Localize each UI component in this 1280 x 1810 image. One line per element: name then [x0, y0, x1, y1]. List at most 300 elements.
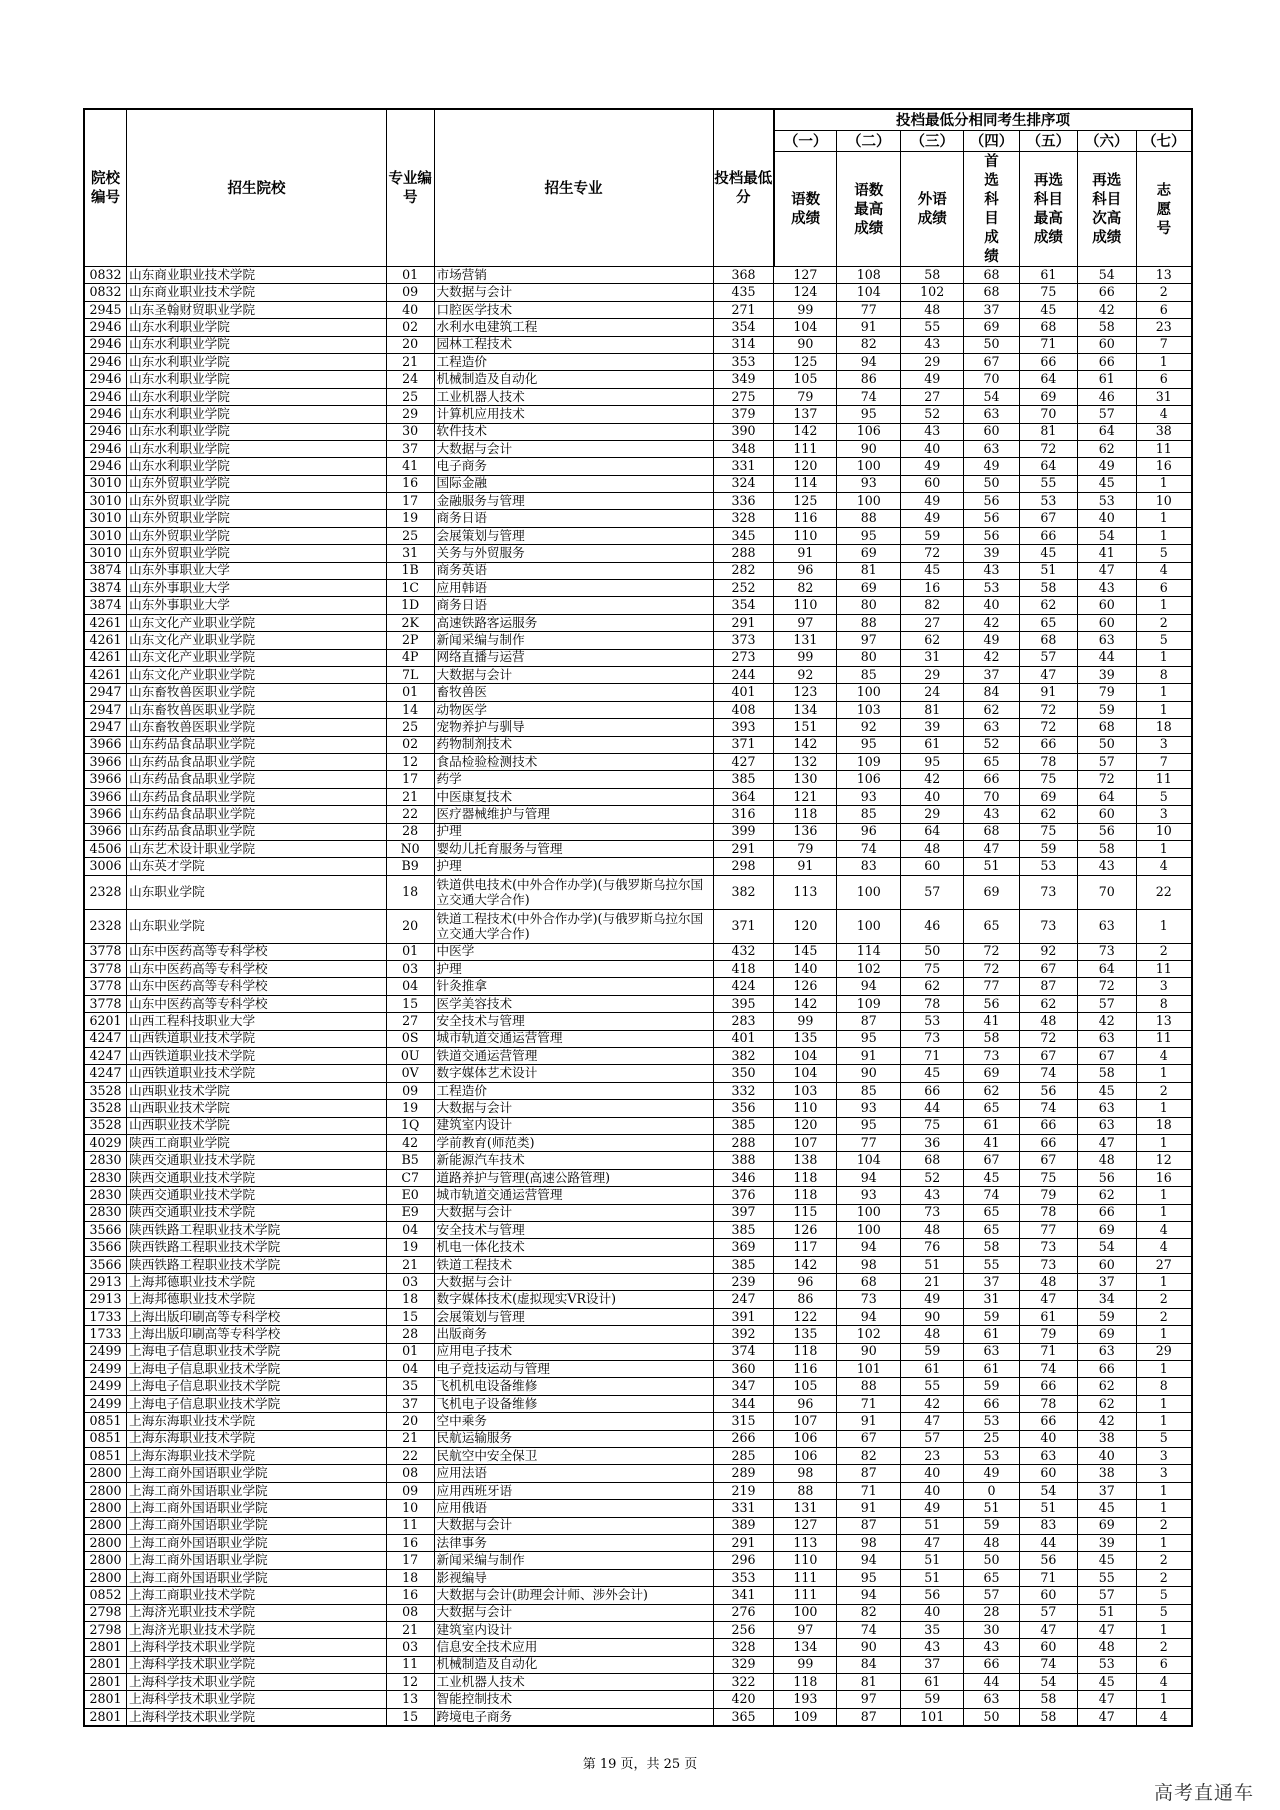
cell-second-subject-max: 61: [1019, 267, 1077, 284]
cell-foreign-language-score: 60: [901, 475, 964, 492]
cell-preference-number: 11: [1136, 961, 1192, 978]
cell-first-subject-score: 25: [964, 1430, 1020, 1447]
cell-chinese-math-score: 114: [774, 475, 837, 492]
cell-school-name: 上海出版印刷高等专科学校: [127, 1308, 387, 1325]
cell-major-name: 铁道交通运营管理: [434, 1048, 713, 1065]
cell-school-code: 3966: [84, 753, 127, 770]
cell-school-code: 2798: [84, 1604, 127, 1621]
cell-major-name: 安全技术与管理: [434, 1013, 713, 1030]
cell-second-subject-max: 58: [1019, 1708, 1077, 1726]
cell-second-subject-max: 51: [1019, 1500, 1077, 1517]
cell-second-subject-next: 63: [1077, 1343, 1136, 1360]
table-row: [84, 666, 1192, 683]
cell-preference-number: 4: [1136, 1708, 1192, 1726]
cell-school-code: 2947: [84, 701, 127, 718]
cell-major-code: 01: [386, 1343, 434, 1360]
cell-second-subject-next: 63: [1077, 1030, 1136, 1047]
cell-school-code: 3010: [84, 510, 127, 527]
cell-school-code: 3010: [84, 493, 127, 510]
cell-first-subject-score: 67: [964, 1152, 1020, 1169]
cell-foreign-language-score: 39: [901, 719, 964, 736]
table-row: [84, 353, 1192, 370]
cell-major-name: 计算机应用技术: [434, 406, 713, 423]
cell-major-code: 19: [386, 510, 434, 527]
cell-school-name: 陕西交通职业技术学院: [127, 1187, 387, 1204]
cell-major-name: 药物制剂技术: [434, 736, 713, 753]
cell-min-score: 354: [713, 319, 774, 336]
cell-preference-number: 11: [1136, 771, 1192, 788]
table-row: [84, 632, 1192, 649]
cell-first-subject-score: 60: [964, 423, 1020, 440]
cell-second-subject-max: 87: [1019, 978, 1077, 995]
cell-second-subject-next: 42: [1077, 1013, 1136, 1030]
cell-school-code: 3778: [84, 995, 127, 1012]
cell-second-subject-max: 64: [1019, 371, 1077, 388]
admission-score-table: [83, 108, 1193, 1727]
cell-school-name: 上海电子信息职业技术学院: [127, 1378, 387, 1395]
cell-chinese-math-max: 74: [837, 388, 901, 405]
cell-min-score: 399: [713, 823, 774, 840]
cell-first-subject-score: 66: [964, 771, 1020, 788]
table-row: [84, 1465, 1192, 1482]
cell-second-subject-next: 66: [1077, 353, 1136, 370]
table-row: [84, 1569, 1192, 1586]
cell-major-code: 16: [386, 1534, 434, 1551]
cell-major-code: 0S: [386, 1030, 434, 1047]
cell-chinese-math-max: 71: [837, 1395, 901, 1412]
cell-second-subject-next: 57: [1077, 753, 1136, 770]
cell-school-name: 山东文化产业职业学院: [127, 614, 387, 631]
cell-second-subject-max: 54: [1019, 1482, 1077, 1499]
cell-major-name: 动物医学: [434, 701, 713, 718]
table-row: [84, 336, 1192, 353]
cell-chinese-math-max: 100: [837, 493, 901, 510]
cell-first-subject-score: 67: [964, 353, 1020, 370]
cell-chinese-math-score: 104: [774, 1065, 837, 1082]
cell-preference-number: 3: [1136, 806, 1192, 823]
cell-foreign-language-score: 29: [901, 353, 964, 370]
cell-school-name: 上海工商外国语职业学院: [127, 1552, 387, 1569]
cell-major-code: 1B: [386, 562, 434, 579]
cell-major-code: 0V: [386, 1065, 434, 1082]
cell-foreign-language-score: 51: [901, 1552, 964, 1569]
cell-second-subject-next: 62: [1077, 1395, 1136, 1412]
cell-foreign-language-score: 40: [901, 788, 964, 805]
admission-score-table-sheet: [83, 108, 1193, 1727]
cell-first-subject-score: 65: [964, 1221, 1020, 1238]
cell-major-name: 建筑室内设计: [434, 1117, 713, 1134]
cell-major-code: 15: [386, 1708, 434, 1726]
cell-chinese-math-score: 98: [774, 1465, 837, 1482]
cell-foreign-language-score: 61: [901, 736, 964, 753]
table-row: [84, 423, 1192, 440]
cell-school-code: 2947: [84, 719, 127, 736]
cell-chinese-math-score: 99: [774, 1656, 837, 1673]
cell-foreign-language-score: 52: [901, 406, 964, 423]
cell-second-subject-next: 50: [1077, 736, 1136, 753]
cell-school-name: 山东水利职业学院: [127, 371, 387, 388]
cell-min-score: 364: [713, 788, 774, 805]
cell-preference-number: 18: [1136, 1117, 1192, 1134]
cell-first-subject-score: 65: [964, 1100, 1020, 1117]
table-row: [84, 736, 1192, 753]
cell-second-subject-max: 53: [1019, 493, 1077, 510]
cell-foreign-language-score: 81: [901, 701, 964, 718]
cell-second-subject-max: 66: [1019, 353, 1077, 370]
cell-second-subject-next: 51: [1077, 1604, 1136, 1621]
cell-chinese-math-score: 92: [774, 666, 837, 683]
cell-school-code: 2946: [84, 458, 127, 475]
cell-foreign-language-score: 16: [901, 580, 964, 597]
cell-preference-number: 1: [1136, 1413, 1192, 1430]
cell-second-subject-next: 43: [1077, 580, 1136, 597]
cell-first-subject-score: 51: [964, 858, 1020, 875]
cell-chinese-math-score: 113: [774, 1534, 837, 1551]
cell-first-subject-score: 45: [964, 1169, 1020, 1186]
cell-first-subject-score: 59: [964, 1517, 1020, 1534]
cell-school-name: 山东药品食品职业学院: [127, 736, 387, 753]
cell-chinese-math-score: 127: [774, 267, 837, 284]
cell-second-subject-next: 60: [1077, 806, 1136, 823]
cell-school-code: 4247: [84, 1048, 127, 1065]
cell-major-code: 28: [386, 823, 434, 840]
cell-second-subject-next: 60: [1077, 336, 1136, 353]
cell-second-subject-max: 75: [1019, 771, 1077, 788]
cell-preference-number: 8: [1136, 666, 1192, 683]
cell-second-subject-next: 43: [1077, 858, 1136, 875]
cell-major-code: 37: [386, 440, 434, 457]
cell-min-score: 346: [713, 1169, 774, 1186]
cell-major-code: 21: [386, 1430, 434, 1447]
cell-second-subject-max: 66: [1019, 1378, 1077, 1395]
cell-school-name: 上海电子信息职业技术学院: [127, 1343, 387, 1360]
cell-preference-number: 1: [1136, 1534, 1192, 1551]
cell-major-name: 医学美容技术: [434, 995, 713, 1012]
cell-second-subject-next: 53: [1077, 1656, 1136, 1673]
cell-chinese-math-max: 100: [837, 875, 901, 909]
cell-second-subject-max: 66: [1019, 1117, 1077, 1134]
cell-major-name: 大数据与会计: [434, 284, 713, 301]
cell-foreign-language-score: 45: [901, 562, 964, 579]
cell-first-subject-score: 72: [964, 943, 1020, 960]
cell-school-code: 2946: [84, 406, 127, 423]
cell-major-name: 跨境电子商务: [434, 1708, 713, 1726]
cell-chinese-math-score: 97: [774, 614, 837, 631]
cell-major-code: 25: [386, 388, 434, 405]
cell-school-code: 3528: [84, 1117, 127, 1134]
cell-preference-number: 23: [1136, 319, 1192, 336]
cell-chinese-math-score: 111: [774, 1587, 837, 1604]
cell-chinese-math-score: 121: [774, 788, 837, 805]
cell-chinese-math-score: 88: [774, 1482, 837, 1499]
cell-school-code: 4506: [84, 840, 127, 857]
cell-chinese-math-score: 110: [774, 1100, 837, 1117]
cell-chinese-math-max: 80: [837, 649, 901, 666]
cell-min-score: 353: [713, 1569, 774, 1586]
cell-first-subject-score: 69: [964, 875, 1020, 909]
cell-major-name: 医疗器械维护与管理: [434, 806, 713, 823]
cell-chinese-math-max: 74: [837, 1621, 901, 1638]
cell-first-subject-score: 37: [964, 301, 1020, 318]
cell-school-code: 2801: [84, 1656, 127, 1673]
cell-school-name: 山东外事职业大学: [127, 580, 387, 597]
cell-preference-number: 5: [1136, 545, 1192, 562]
cell-major-code: 29: [386, 406, 434, 423]
cell-school-name: 山东圣翰财贸职业学院: [127, 301, 387, 318]
cell-min-score: 420: [713, 1691, 774, 1708]
cell-major-name: 道路养护与管理(高速公路管理): [434, 1169, 713, 1186]
cell-first-subject-score: 66: [964, 1395, 1020, 1412]
table-row: [84, 1204, 1192, 1221]
cell-school-name: 山西工程科技职业大学: [127, 1013, 387, 1030]
cell-major-name: 大数据与会计: [434, 666, 713, 683]
cell-preference-number: 5: [1136, 1604, 1192, 1621]
cell-min-score: 244: [713, 666, 774, 683]
cell-first-subject-score: 68: [964, 267, 1020, 284]
cell-foreign-language-score: 42: [901, 771, 964, 788]
cell-preference-number: 8: [1136, 995, 1192, 1012]
cell-school-code: 2800: [84, 1465, 127, 1482]
cell-chinese-math-max: 95: [837, 527, 901, 544]
cell-preference-number: 1: [1136, 527, 1192, 544]
cell-foreign-language-score: 61: [901, 1361, 964, 1378]
cell-foreign-language-score: 46: [901, 909, 964, 943]
cell-foreign-language-score: 27: [901, 388, 964, 405]
cell-first-subject-score: 51: [964, 1500, 1020, 1517]
cell-major-name: 新闻采编与制作: [434, 632, 713, 649]
cell-second-subject-next: 45: [1077, 1500, 1136, 1517]
table-row: [84, 527, 1192, 544]
cell-foreign-language-score: 51: [901, 1517, 964, 1534]
cell-major-code: N0: [386, 840, 434, 857]
cell-second-subject-next: 47: [1077, 1708, 1136, 1726]
cell-foreign-language-score: 31: [901, 649, 964, 666]
cell-chinese-math-score: 82: [774, 580, 837, 597]
cell-preference-number: 6: [1136, 301, 1192, 318]
cell-preference-number: 1: [1136, 353, 1192, 370]
cell-preference-number: 13: [1136, 1013, 1192, 1030]
cell-preference-number: 6: [1136, 580, 1192, 597]
cell-school-name: 上海工商外国语职业学院: [127, 1500, 387, 1517]
cell-school-code: 2800: [84, 1482, 127, 1499]
cell-major-code: 20: [386, 336, 434, 353]
cell-preference-number: 11: [1136, 1030, 1192, 1047]
cell-school-name: 山东文化产业职业学院: [127, 666, 387, 683]
cell-preference-number: 4: [1136, 1048, 1192, 1065]
cell-chinese-math-max: 93: [837, 475, 901, 492]
cell-school-name: 山西铁道职业技术学院: [127, 1030, 387, 1047]
cell-foreign-language-score: 43: [901, 423, 964, 440]
cell-school-name: 山东畜牧兽医职业学院: [127, 701, 387, 718]
cell-first-subject-score: 30: [964, 1621, 1020, 1638]
cell-second-subject-max: 69: [1019, 388, 1077, 405]
cell-first-subject-score: 63: [964, 719, 1020, 736]
cell-major-code: 09: [386, 284, 434, 301]
cell-preference-number: 1: [1136, 1134, 1192, 1151]
cell-second-subject-next: 56: [1077, 1169, 1136, 1186]
cell-chinese-math-score: 120: [774, 1117, 837, 1134]
cell-preference-number: 4: [1136, 1239, 1192, 1256]
table-row: [84, 1552, 1192, 1569]
cell-school-name: 上海东海职业技术学院: [127, 1413, 387, 1430]
cell-chinese-math-max: 74: [837, 840, 901, 857]
cell-first-subject-score: 42: [964, 614, 1020, 631]
cell-second-subject-next: 37: [1077, 1274, 1136, 1291]
cell-chinese-math-score: 106: [774, 1448, 837, 1465]
cell-min-score: 332: [713, 1082, 774, 1099]
cell-major-name: 机电一体化技术: [434, 1239, 713, 1256]
cell-school-name: 上海邦德职业技术学院: [127, 1274, 387, 1291]
table-row: [84, 649, 1192, 666]
cell-major-name: 学前教育(师范类): [434, 1134, 713, 1151]
cell-major-name: 畜牧兽医: [434, 684, 713, 701]
cell-second-subject-max: 60: [1019, 1465, 1077, 1482]
cell-min-score: 341: [713, 1587, 774, 1604]
cell-preference-number: 5: [1136, 632, 1192, 649]
cell-major-code: 16: [386, 1587, 434, 1604]
cell-foreign-language-score: 95: [901, 753, 964, 770]
cell-min-score: 344: [713, 1395, 774, 1412]
cell-foreign-language-score: 62: [901, 632, 964, 649]
cell-school-code: 3528: [84, 1100, 127, 1117]
cell-preference-number: 1: [1136, 1274, 1192, 1291]
cell-chinese-math-max: 82: [837, 336, 901, 353]
cell-chinese-math-max: 97: [837, 1691, 901, 1708]
cell-second-subject-max: 61: [1019, 1308, 1077, 1325]
cell-chinese-math-score: 142: [774, 736, 837, 753]
cell-second-subject-next: 38: [1077, 1430, 1136, 1447]
cell-second-subject-max: 56: [1019, 1552, 1077, 1569]
cell-second-subject-next: 64: [1077, 788, 1136, 805]
cell-major-code: 27: [386, 1013, 434, 1030]
cell-major-name: 口腔医学技术: [434, 301, 713, 318]
cell-first-subject-score: 58: [964, 1239, 1020, 1256]
table-row: [84, 1448, 1192, 1465]
cell-preference-number: 3: [1136, 736, 1192, 753]
cell-min-score: 252: [713, 580, 774, 597]
table-row: [84, 580, 1192, 597]
cell-second-subject-max: 74: [1019, 1361, 1077, 1378]
cell-first-subject-score: 70: [964, 371, 1020, 388]
table-row: [84, 823, 1192, 840]
cell-school-code: 3566: [84, 1256, 127, 1273]
cell-second-subject-max: 65: [1019, 614, 1077, 631]
cell-preference-number: 1: [1136, 1500, 1192, 1517]
cell-min-score: 315: [713, 1413, 774, 1430]
cell-first-subject-score: 55: [964, 1256, 1020, 1273]
cell-major-code: 1C: [386, 580, 434, 597]
cell-school-name: 山西铁道职业技术学院: [127, 1048, 387, 1065]
cell-min-score: 393: [713, 719, 774, 736]
cell-major-code: 22: [386, 806, 434, 823]
cell-second-subject-max: 58: [1019, 1691, 1077, 1708]
cell-chinese-math-max: 87: [837, 1517, 901, 1534]
cell-second-subject-max: 48: [1019, 1274, 1077, 1291]
cell-major-code: B9: [386, 858, 434, 875]
cell-chinese-math-max: 90: [837, 1343, 901, 1360]
header-school-name: 招生院校: [127, 109, 387, 267]
cell-major-code: 2P: [386, 632, 434, 649]
cell-major-code: 42: [386, 1134, 434, 1151]
cell-major-code: 18: [386, 1569, 434, 1586]
cell-preference-number: 1: [1136, 1326, 1192, 1343]
cell-second-subject-next: 60: [1077, 1256, 1136, 1273]
cell-second-subject-max: 62: [1019, 597, 1077, 614]
cell-major-name: 电子竞技运动与管理: [434, 1361, 713, 1378]
cell-major-name: 新闻采编与制作: [434, 1552, 713, 1569]
cell-school-code: 2946: [84, 371, 127, 388]
cell-chinese-math-score: 79: [774, 388, 837, 405]
cell-preference-number: 6: [1136, 1656, 1192, 1673]
cell-first-subject-score: 50: [964, 1552, 1020, 1569]
cell-major-code: E0: [386, 1187, 434, 1204]
cell-school-name: 上海电子信息职业技术学院: [127, 1361, 387, 1378]
cell-min-score: 385: [713, 1256, 774, 1273]
cell-second-subject-max: 54: [1019, 1674, 1077, 1691]
header-major-code: 专业编号: [386, 109, 434, 267]
cell-second-subject-max: 55: [1019, 475, 1077, 492]
table-row: [84, 1361, 1192, 1378]
cell-major-code: 21: [386, 353, 434, 370]
cell-major-code: 03: [386, 1274, 434, 1291]
cell-major-name: 铁道供电技术(中外合作办学)(与俄罗斯乌拉尔国立交通大学合作): [434, 875, 713, 909]
cell-second-subject-max: 45: [1019, 301, 1077, 318]
cell-foreign-language-score: 52: [901, 1169, 964, 1186]
cell-preference-number: 1: [1136, 597, 1192, 614]
cell-second-subject-max: 70: [1019, 406, 1077, 423]
cell-first-subject-score: 53: [964, 1413, 1020, 1430]
table-row: [84, 1117, 1192, 1134]
cell-school-name: 山东水利职业学院: [127, 406, 387, 423]
cell-school-name: 山西职业技术学院: [127, 1117, 387, 1134]
cell-foreign-language-score: 90: [901, 1308, 964, 1325]
table-row: [84, 1100, 1192, 1117]
cell-preference-number: 2: [1136, 1082, 1192, 1099]
cell-second-subject-max: 59: [1019, 840, 1077, 857]
cell-second-subject-next: 62: [1077, 1378, 1136, 1395]
cell-second-subject-next: 53: [1077, 493, 1136, 510]
cell-min-score: 397: [713, 1204, 774, 1221]
table-row: [84, 493, 1192, 510]
cell-first-subject-score: 28: [964, 1604, 1020, 1621]
cell-second-subject-next: 72: [1077, 771, 1136, 788]
cell-school-code: 3778: [84, 961, 127, 978]
cell-school-name: 山东水利职业学院: [127, 319, 387, 336]
cell-min-score: 314: [713, 336, 774, 353]
table-row: [84, 978, 1192, 995]
cell-school-code: 4261: [84, 614, 127, 631]
cell-chinese-math-max: 97: [837, 632, 901, 649]
table-header: [84, 109, 1192, 267]
cell-second-subject-next: 45: [1077, 475, 1136, 492]
cell-school-code: 3778: [84, 978, 127, 995]
cell-chinese-math-max: 106: [837, 423, 901, 440]
cell-second-subject-max: 64: [1019, 458, 1077, 475]
cell-foreign-language-score: 29: [901, 806, 964, 823]
cell-preference-number: 4: [1136, 1674, 1192, 1691]
cell-min-score: 296: [713, 1552, 774, 1569]
cell-chinese-math-max: 91: [837, 1500, 901, 1517]
table-row: [84, 701, 1192, 718]
cell-min-score: 345: [713, 527, 774, 544]
cell-chinese-math-max: 103: [837, 701, 901, 718]
cell-chinese-math-score: 99: [774, 301, 837, 318]
cell-min-score: 291: [713, 614, 774, 631]
cell-second-subject-max: 83: [1019, 1517, 1077, 1534]
cell-school-code: 4261: [84, 649, 127, 666]
cell-second-subject-max: 75: [1019, 1169, 1077, 1186]
cell-second-subject-max: 57: [1019, 649, 1077, 666]
